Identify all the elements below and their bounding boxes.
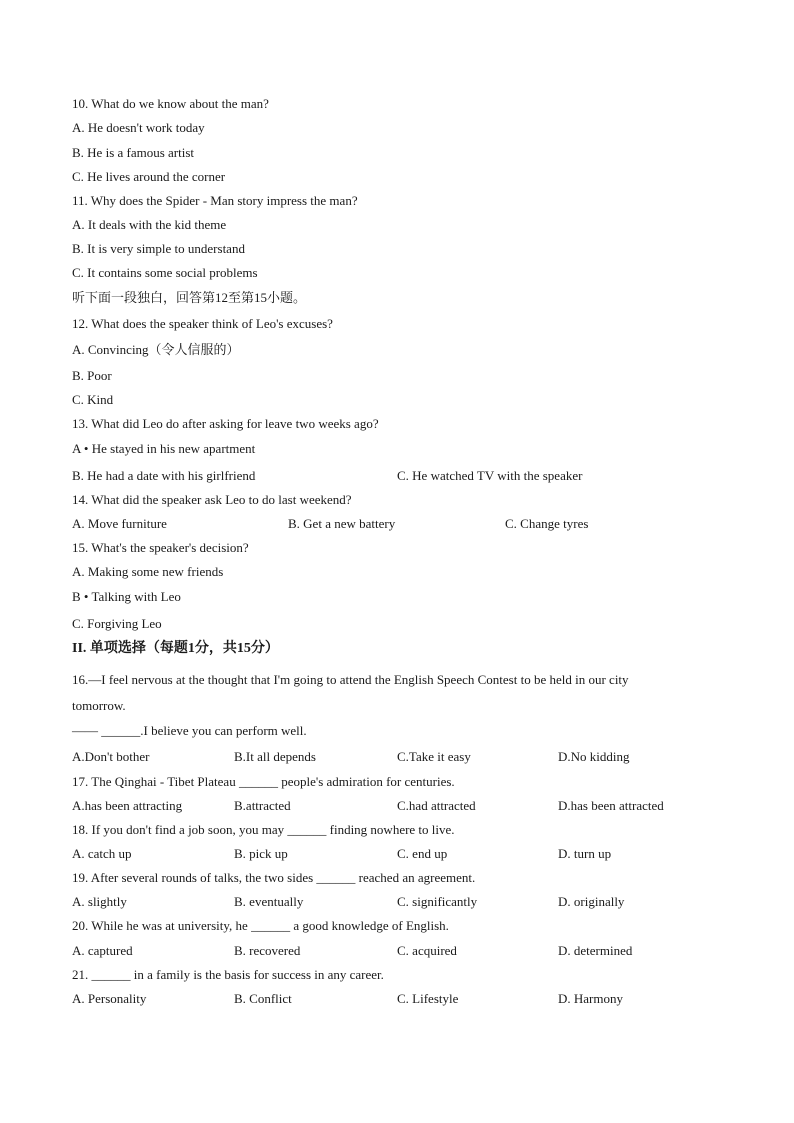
question-14: 14. What did the speaker ask Leo to do last weekend? [72, 492, 352, 507]
q17-option-b: B.attracted [234, 798, 291, 813]
question-21: 21. ______ in a family is the basis for success in any career. [72, 967, 384, 982]
question-13: 13. What did Leo do after asking for leave two weeks ago? [72, 416, 379, 431]
q10-option-a: A. He doesn't work today [72, 120, 205, 135]
q21-option-b: B. Conflict [234, 991, 292, 1006]
question-12: 12. What does the speaker think of Leo's excuses? [72, 316, 333, 331]
section-heading: II. 单项选择（每题1分，共15分） [72, 641, 279, 656]
q21-option-a: A. Personality [72, 991, 147, 1006]
monologue-instruction: 听下面一段独白，回答第12至第15小题。 [72, 290, 307, 305]
q18-option-b: B. pick up [234, 846, 288, 861]
q16-option-b: B.It all depends [234, 749, 316, 764]
q19-option-a: A. slightly [72, 894, 127, 909]
q14-option-a: A. Move furniture [72, 516, 167, 531]
q20-option-c: C. acquired [397, 943, 457, 958]
q20-option-d: D. determined [558, 943, 633, 958]
q19-option-c: C. significantly [397, 894, 478, 909]
q12-option-b: B. Poor [72, 368, 112, 383]
question-20: 20. While he was at university, he ______ a good knowledge of English. [72, 918, 449, 933]
question-16-response: —— ______.I believe you can perform well. [72, 723, 307, 738]
q16-option-a: A.Don't bother [72, 749, 150, 764]
q21-option-c: C. Lifestyle [397, 991, 459, 1006]
q15-option-a: A. Making some new friends [72, 564, 224, 579]
question-18: 18. If you don't find a job soon, you may ______ finding nowhere to live. [72, 822, 455, 837]
q20-option-a: A. captured [72, 943, 133, 958]
q18-option-d: D. turn up [558, 846, 612, 861]
question-15: 15. What's the speaker's decision? [72, 540, 249, 555]
q20-option-b: B. recovered [234, 943, 301, 958]
q16-option-d: D.No kidding [558, 749, 630, 764]
q15-option-c: C. Forgiving Leo [72, 616, 162, 631]
q11-option-c: C. It contains some social problems [72, 265, 258, 280]
q18-option-c: C. end up [397, 846, 448, 861]
question-10: 10. What do we know about the man? [72, 96, 269, 111]
q19-option-d: D. originally [558, 894, 625, 909]
q14-option-b: B. Get a new battery [288, 516, 396, 531]
question-19: 19. After several rounds of talks, the two sides ______ reached an agreement. [72, 870, 476, 885]
q16-option-c: C.Take it easy [397, 749, 471, 764]
q14-option-c: C. Change tyres [505, 516, 589, 531]
q11-option-a: A. It deals with the kid theme [72, 217, 227, 232]
q18-option-a: A. catch up [72, 846, 132, 861]
q10-option-b: B. He is a famous artist [72, 145, 195, 160]
q17-option-a: A.has been attracting [72, 798, 183, 813]
q17-option-d: D.has been attracted [558, 798, 664, 813]
question-16-continued: tomorrow. [72, 698, 126, 713]
q12-option-a: A. Convincing（令人信服的） [72, 342, 240, 357]
question-16: 16.—I feel nervous at the thought that I'm going to attend the English Speech Contest to be held in our city [72, 672, 629, 687]
q21-option-d: D. Harmony [558, 991, 623, 1006]
q19-option-b: B. eventually [234, 894, 304, 909]
q15-option-b: B • Talking with Leo [72, 589, 181, 604]
q13-option-a: A • He stayed in his new apartment [72, 441, 256, 456]
q17-option-c: C.had attracted [397, 798, 476, 813]
q10-option-c: C. He lives around the corner [72, 169, 226, 184]
q11-option-b: B. It is very simple to understand [72, 241, 245, 256]
question-11: 11. Why does the Spider - Man story impress the man? [72, 193, 358, 208]
q13-option-c: C. He watched TV with the speaker [397, 468, 583, 483]
q13-option-b: B. He had a date with his girlfriend [72, 468, 256, 483]
question-17: 17. The Qinghai - Tibet Plateau ______ people's admiration for centuries. [72, 774, 455, 789]
q12-option-c: C. Kind [72, 392, 114, 407]
